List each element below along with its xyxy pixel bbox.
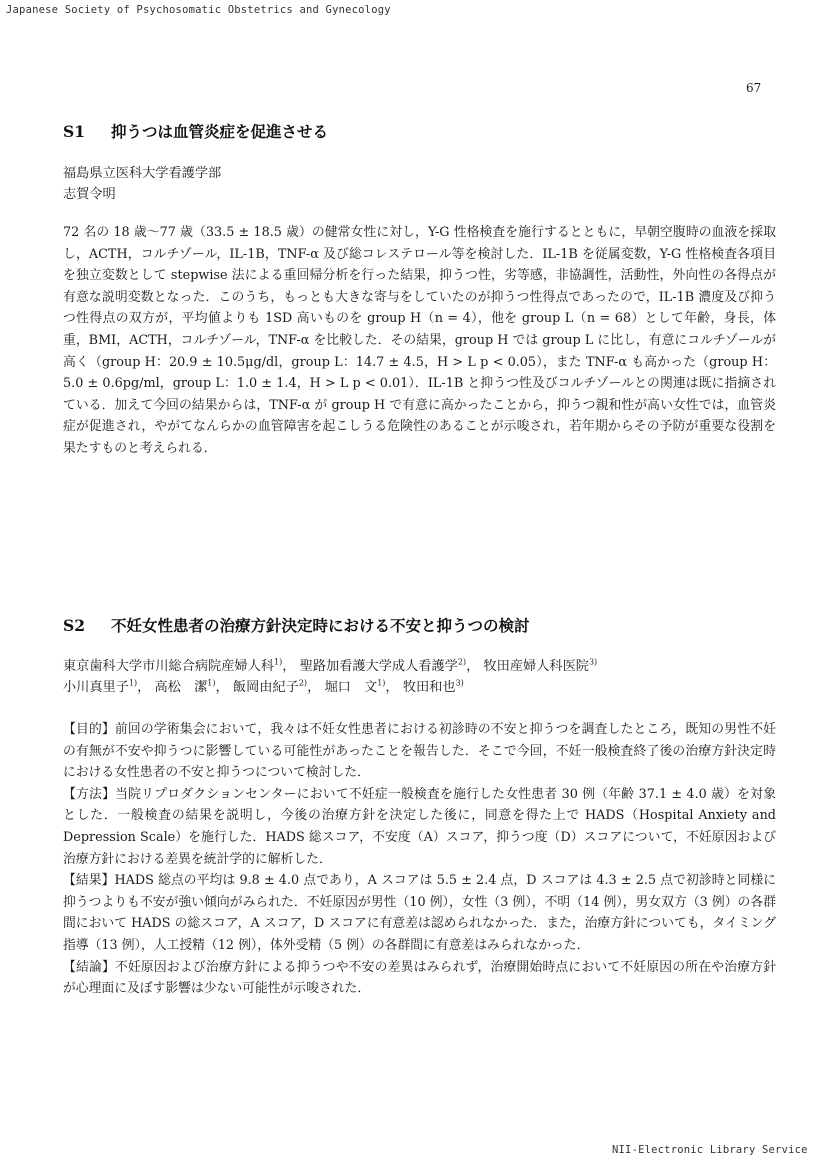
s1-number: S1: [63, 122, 85, 141]
s2-title: 不妊女性患者の治療方針決定時における不安と抑うつの検討: [111, 617, 530, 635]
s2-author-4: 堀口 文: [324, 680, 378, 695]
s2-author-4-mark: 1): [377, 678, 386, 688]
s2-heading: [63, 614, 767, 636]
s2-affiliation-1-mark: 1): [274, 657, 283, 667]
s2-author-2: 高松 潔: [154, 680, 208, 695]
s2-number: S2: [63, 616, 85, 635]
s2-affiliation-1: 東京歯科大学市川総合病院産婦人科: [63, 659, 274, 674]
s2-affiliation-3: 牧田産婦人科医院: [483, 659, 589, 674]
s2-author-3-mark: 2): [298, 678, 308, 688]
s2-affiliation-3-mark: 3): [588, 657, 598, 667]
s2-objective: 【目的】前回の学術集会において，我々は不妊女性患者における初診時の不安と抑うつを調査したところ，既知の男性不妊の有無が不安や抑うつに影響している可能性があったことを報告した．そこで今回，不妊一般検査終了後の治療方針決定時における女性患者の不安と抑うつについて検討した．: [63, 722, 776, 781]
s1-heading: [63, 120, 767, 142]
s1-abstract: [63, 222, 776, 460]
separator: ，: [307, 680, 321, 695]
s2-author-3: 飯岡由紀子: [232, 680, 299, 695]
s1-title: 抑うつは血管炎症を促進させる: [111, 123, 329, 141]
s2-affiliation-2: 聖路加看護大学成人看護学: [299, 659, 458, 674]
s1-affiliation-block: [63, 163, 767, 205]
separator: ，: [385, 680, 399, 695]
library-service-footer: NII-Electronic Library Service: [612, 1144, 808, 1156]
s2-authors: [63, 677, 767, 698]
s2-author-5-mark: 3): [455, 678, 464, 688]
s2-affiliations: [63, 656, 767, 677]
s2-author-1-mark: 1): [128, 678, 138, 688]
separator: ，: [215, 680, 229, 695]
s2-affiliation-block: [63, 656, 767, 698]
separator: ，: [137, 680, 151, 695]
s1-affiliation: 福島県立医科大学看護学部: [63, 166, 222, 181]
separator: ，: [282, 659, 296, 674]
page-number: 67: [746, 81, 762, 95]
s1-body-text: 72 名の 18 歳～77 歳（33.5 ± 18.5 歳）の健常女性に対し，Y-G 性格検査を施行するとともに，早朝空腹時の血液を採取し，ACTH，コルチゾール，IL-1B，TNF-α 及び総コレステロール等を検討した．IL-1B を従属変数，Y-G 性格検査各項目を独立変数として stepwise 法による重回帰分析を行った結果，抑うつ性，劣等感，非協調性，活動性，外向性の各得点が有意な説明変数となった．このうち，もっとも大きな寄与をしていたのが抑うつ性得点であったので，IL-1B 濃度及び抑うつ性得点の双方が，平均値よりも 1SD 高いものを group H（n = 4），他を group L（n = 68）として年齢，身長，体重，BMI，ACTH，コルチゾール，TNF-α を比較した．その結果，group H では group L に比し，有意にコルチゾールが高く（group H：20.9 ± 10.5μg/dl，group L：14.7 ± 4.5，H > L p < 0.05），また TNF-α も高かった（group H：5.0 ± 0.6pg/ml，group L：1.0 ± 1.4，H > L p < 0.01）．IL-1B と抑うつ性及びコルチゾールとの関連は既に指摘されている．加えて今回の結果からは，TNF-α が group H で有意に高かったことから，抑うつ親和性が高い女性では，血管炎症が促進され，やがてなんらかの血管障害を起こしうる危険性のあることが示唆され，若年期からその予防が重要な役割を果たすものと考えられる．: [63, 225, 776, 456]
s2-author-1: 小川真里子: [63, 680, 129, 695]
s2-conclusion: 【結論】不妊原因および治療方針による抑うつや不安の差異はみられず，治療開始時点において不妊原因の所在や治療方針が心理面に及ぼす影響は少ない可能性が示唆された．: [63, 959, 776, 997]
s1-author: 志賀令明: [63, 187, 116, 202]
s2-methods: 【方法】当院リプロダクションセンターにおいて不妊症一般検査を施行した女性患者 30 例（年齢 37.1 ± 4.0 歳）を対象とした．一般検査の結果を説明し，今後の治療方針を決定した後に，同意を得た上で HADS（Hospital Anxiety and Depression Scale）を施行した．HADS 総スコア，不安度（A）スコア，抑うつ度（D）スコアについて，不妊原因および治療方針における差異を統計学的に解析した．: [63, 786, 776, 867]
s2-author-2-mark: 1): [207, 678, 216, 688]
s2-abstract: [63, 719, 776, 1000]
journal-header: Japanese Society of Psychosomatic Obstetrics and Gynecology: [6, 4, 391, 16]
s2-author-5: 牧田和也: [402, 680, 456, 695]
separator: ，: [466, 659, 480, 674]
s2-results: 【結果】HADS 総点の平均は 9.8 ± 4.0 点であり，A スコアは 5.5 ± 2.4 点，D スコアは 4.3 ± 2.5 点で初診時と同様に抑うつよりも不安が強い傾向がみられた．不妊原因が男性（10 例），女性（3 例），不明（14 例），男女双方（3 例）の各群間において HADS の総スコア，A スコア，D スコアに有意差は認められなかった．また，治療方針についても，タイミング指導（13 例），人工授精（12 例），体外受精（5 例）の各群間に有意差はみられなかった．: [63, 873, 776, 953]
s2-affiliation-2-mark: 2): [457, 657, 467, 667]
